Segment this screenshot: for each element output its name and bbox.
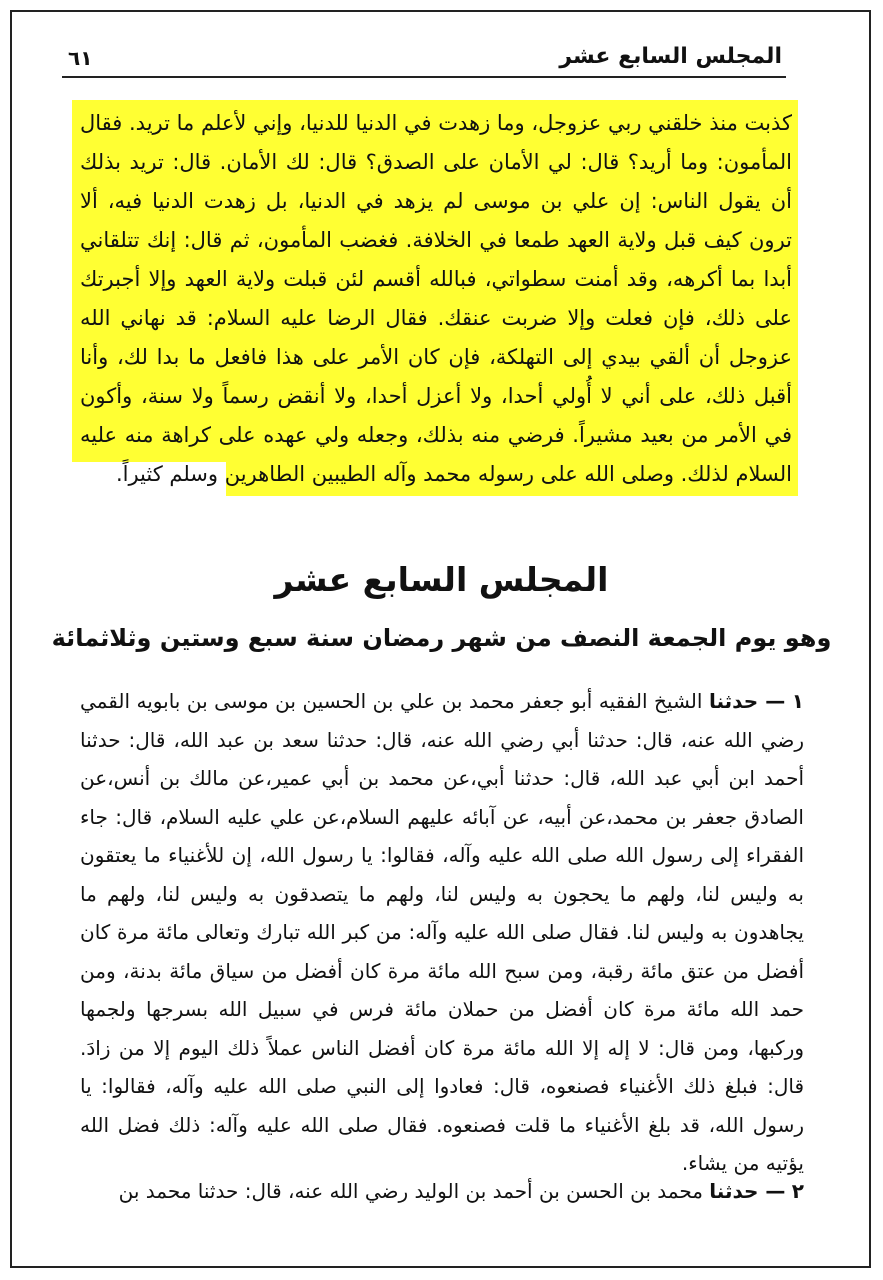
hadith-1: [80, 682, 804, 1183]
highlighted-passage-text: كذبت منذ خلقني ربي عزوجل، وما زهدت في الدنيا للدنيا، وإني لأعلم ما تريد. فقال المأمون: وما أريد؟ قال: لي الأمان على الصدق؟ قال: لك الأمان. قال: تريد بذلك أن يقول الناس: إن علي بن موسى لم يزهد في الدنيا، بل زهدت الدنيا فيه، ألا ترون كيف قبل ولاية العهد طمعا في الخلافة. فغضب المأمون، ثم قال: إنك تتلقاني أبدا بما أكرهه، وقد أمنت سطواتي، فبالله أقسم لئن قبلت ولاية العهد وإلا أجبرتك على ذلك، فإن فعلت وإلا ضربت عنقك. فقال الرضا عليه السلام: قد نهاني الله عزوجل أن ألقي بيدي إلى التهلكة، فإن كان الأمر على هذا فافعل ما بدا لك، وأنا أقبل ذلك، على أني لا أُولي أحدا، ولا أعزل أحدا، ولا أنقض رسماً ولا سنة، وأكون في الأمر من بعيد مشيراً. فرضي منه بذلك، وجعله ولي عهده على كراهة منه عليه السلام لذلك. وصلى الله على رسوله محمد وآله الطيبين الطاهرين وسلم كثيراً.: [80, 111, 792, 486]
hadith-2-text: محمد بن الحسن بن أحمد بن الوليد رضي الله عنه، قال: حدثنا محمد بن: [118, 1179, 703, 1203]
running-title: المجلس السابع عشر: [559, 44, 782, 69]
hadith-1-paragraph: [80, 682, 804, 1183]
section-title: المجلس السابع عشر: [274, 560, 609, 599]
page-number: ٦١: [68, 46, 93, 70]
hadith-1-number: ١: [791, 689, 804, 713]
hadith-1-lead: — حدثنا: [708, 689, 786, 713]
hadith-2-number: ٢: [791, 1179, 804, 1203]
hadith-2-lead: — حدثنا: [709, 1179, 786, 1203]
highlighted-passage: [80, 104, 792, 494]
page-header: [62, 40, 786, 78]
section-subtitle: وهو يوم الجمعة النصف من شهر رمضان سنة سبع وستين وثلاثمائة: [51, 624, 832, 652]
hadith-1-text: الشيخ الفقيه أبو جعفر محمد بن علي بن الحسين بن موسى بن بابويه القمي رضي الله عنه، قال: حدثنا أبي رضي الله عنه، قال: حدثنا سعد بن عبد الله، قال: حدثنا أحمد ابن أبي عبد الله، قال: حدثنا أبي،عن محمد بن أبي عمير،عن مالك بن أنس،عن الصادق جعفر بن محمد،عن أبيه، عن آبائه عليهم السلام،عن علي عليه السلام، قال: جاء الفقراء إلى رسول الله صلى الله عليه وآله، فقالوا: يا رسول الله، إن للأغنياء ما يعتقون به وليس لنا، ولهم ما يحجون به وليس لنا، ولهم ما يتصدقون به وليس لنا، ولهم ما يجاهدون به وليس لنا. فقال صلى الله عليه وآله: من كبر الله تبارك وتعالى مائة مرة كان أفضل من عتق مائة رقبة، ومن سبح الله مائة مرة كان أفضل من سياق مائة بدنة، ومن حمد الله مائة مرة كان أفضل من حملان مائة فرس في سبيل الله بسرجها ولجمها وركبها، ومن قال: لا إله إلا الله مائة مرة كان أفضل الناس عملاً ذلك اليوم إلا من زادَ. قال: فبلغ ذلك الأغنياء فصنعوه، قال: فعادوا إلى النبي صلى الله عليه وآله، فقالوا: يا رسول الله، قد بلغ الأغنياء ما قلت فصنعوه. فقال صلى الله عليه وآله: ذلك فضل الله يؤتيه من يشاء.: [80, 689, 804, 1175]
hadith-2: [80, 1172, 804, 1210]
